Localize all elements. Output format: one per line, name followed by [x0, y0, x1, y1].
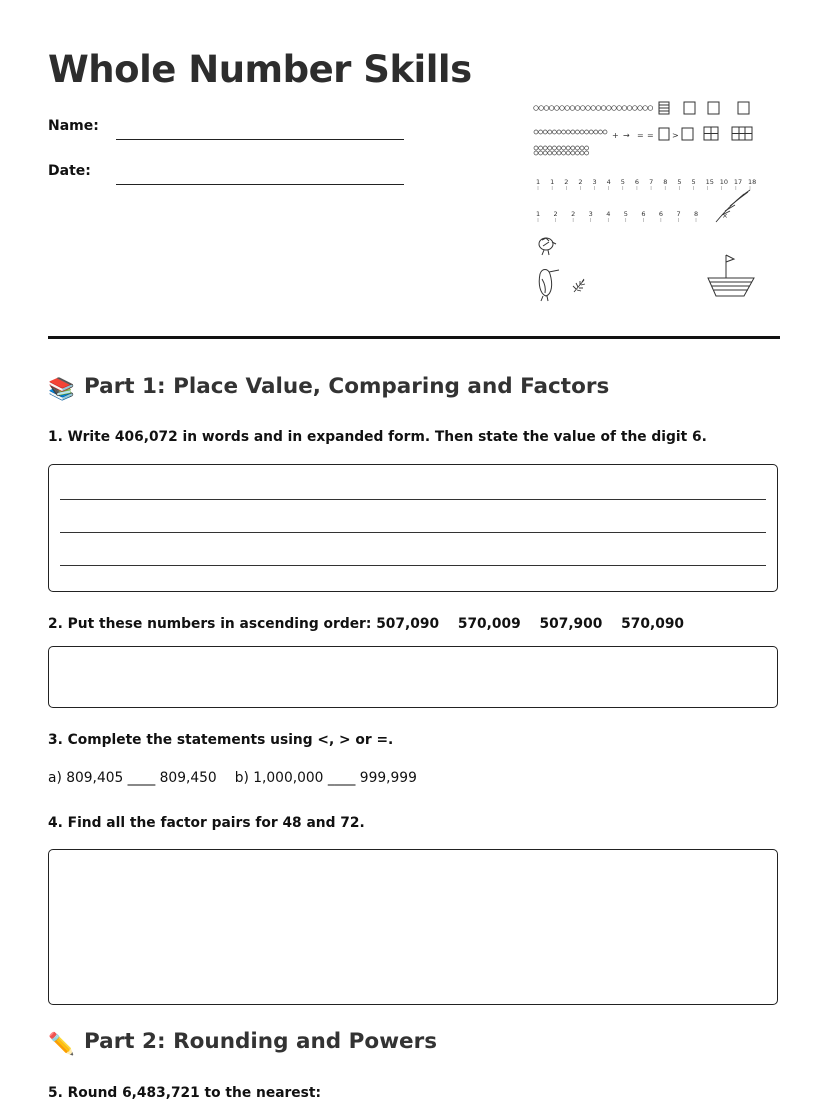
- number-line-label: 2: [553, 210, 558, 218]
- counter-bead: [565, 106, 570, 111]
- counter-bead: [548, 130, 552, 134]
- answer-box-q4[interactable]: [48, 849, 778, 1005]
- writing-line: [60, 499, 766, 500]
- header-divider: [48, 336, 780, 339]
- number-line-label: 18: [748, 178, 757, 186]
- q2-number: 570,009: [457, 616, 521, 632]
- boat-icon: [708, 255, 754, 296]
- counter-bead: [543, 146, 547, 150]
- counter-bead: [552, 146, 556, 150]
- greater-symbol: >: [672, 131, 679, 140]
- counter-bead: [539, 146, 543, 150]
- svg-text:×: ×: [722, 212, 728, 220]
- feather-icon: [716, 190, 750, 222]
- equals-symbol: =: [637, 131, 644, 140]
- number-line-label: 3: [588, 210, 593, 218]
- number-line-label: 5: [623, 210, 628, 218]
- counter-bead: [575, 106, 580, 111]
- name-label: Name:: [48, 118, 99, 134]
- number-line-label: 7: [649, 178, 654, 186]
- date-line[interactable]: [116, 184, 404, 185]
- number-line-label: 10: [719, 178, 729, 186]
- counter-bead: [617, 106, 622, 111]
- number-line-label: 1: [536, 178, 541, 186]
- bird-icon: [539, 270, 559, 302]
- name-line[interactable]: [116, 139, 404, 140]
- number-line-label: 6: [634, 178, 640, 186]
- number-line-label: 3: [592, 178, 597, 186]
- number-line-label: 8: [663, 178, 668, 186]
- counter-bead: [580, 151, 584, 155]
- counter-bead: [589, 130, 593, 134]
- counter-bead: [544, 106, 549, 111]
- counter-bead: [566, 130, 570, 134]
- number-line-label: 2: [571, 210, 576, 218]
- pencil-icon: ✏️: [48, 1032, 75, 1057]
- number-line-label: 4: [606, 210, 611, 218]
- counter-bead: [534, 151, 538, 155]
- counter-bead: [552, 151, 556, 155]
- counter-bead: [539, 106, 544, 111]
- counter-bead: [543, 151, 547, 155]
- counter-bead: [548, 146, 552, 150]
- fern-icon: [573, 279, 585, 292]
- counter-bead: [557, 146, 561, 150]
- number-line-label: 2: [564, 178, 569, 186]
- counter-bead: [585, 146, 589, 150]
- counter-bead: [539, 151, 543, 155]
- counter-bead: [566, 151, 570, 155]
- question-5: 5. Round 6,483,721 to the nearest:: [48, 1085, 321, 1101]
- number-line-label: 15: [705, 178, 714, 186]
- counter-bead: [596, 106, 601, 111]
- counter-bead: [534, 106, 539, 111]
- counter-bead: [581, 106, 586, 111]
- question-3: 3. Complete the statements using <, > or =.: [48, 732, 394, 748]
- q2-number: 507,900: [539, 616, 603, 632]
- counter-bead: [633, 106, 638, 111]
- q3-statement-b: b) 1,000,000 ____ 999,999: [234, 770, 417, 786]
- arrow-symbol: →: [623, 131, 630, 140]
- question-4: 4. Find all the factor pairs for 48 and 72.: [48, 815, 365, 831]
- writing-line: [60, 532, 766, 533]
- q2-number: 570,090: [621, 616, 685, 632]
- writing-line: [60, 565, 766, 566]
- counter-bead: [594, 130, 598, 134]
- counter-bead: [557, 151, 561, 155]
- books-icon: 📚: [48, 377, 75, 402]
- counter-bead: [562, 146, 566, 150]
- number-line-label: 6: [658, 210, 664, 218]
- kiwi-bird-icon: [539, 238, 556, 255]
- counter-bead: [612, 106, 617, 111]
- counter-bead: [555, 106, 560, 111]
- counter-bead: [570, 106, 575, 111]
- question-1: 1. Write 406,072 in words and in expanded form. Then state the value of the digit 6.: [48, 429, 707, 445]
- counter-bead: [627, 106, 632, 111]
- counter-bead: [575, 151, 579, 155]
- part2-heading-text: Part 2: Rounding and Powers: [84, 1029, 438, 1054]
- counter-bead: [548, 151, 552, 155]
- number-line-label: 6: [641, 210, 646, 218]
- counter-bead: [603, 130, 607, 134]
- counter-bead: [560, 106, 565, 111]
- counter-bead: [585, 151, 589, 155]
- number-line-label: 2: [578, 178, 583, 186]
- number-line-label: 5: [677, 178, 682, 186]
- counter-bead: [571, 151, 575, 155]
- counter-bead: [557, 130, 561, 134]
- number-line-label: 1: [536, 210, 541, 218]
- question-2: [48, 616, 684, 632]
- counter-bead: [562, 130, 566, 134]
- number-manipulatives-illustration: [530, 98, 762, 304]
- counter-bead: [543, 130, 547, 134]
- counter-bead: [591, 106, 596, 111]
- number-line-label: 5: [620, 178, 625, 186]
- counter-rows: [534, 106, 653, 155]
- answer-box-q1[interactable]: [48, 464, 778, 592]
- number-line-label: 1: [550, 178, 555, 186]
- number-line-label: 7: [676, 210, 681, 218]
- counter-bead: [601, 106, 606, 111]
- worksheet-title: Whole Number Skills: [48, 48, 472, 91]
- counter-bead: [598, 130, 602, 134]
- number-line-label: 8: [694, 210, 699, 218]
- counter-bead: [580, 146, 584, 150]
- part2-heading: [48, 1029, 437, 1057]
- counter-bead: [534, 130, 538, 134]
- counter-bead: [638, 106, 643, 111]
- counter-bead: [571, 146, 575, 150]
- number-line-label: 5: [691, 178, 696, 186]
- part1-heading: [48, 374, 609, 402]
- answer-box-q2[interactable]: [48, 646, 778, 708]
- counter-bead: [575, 130, 579, 134]
- counter-bead: [643, 106, 648, 111]
- number-line-bottom: [536, 210, 698, 222]
- date-label: Date:: [48, 163, 91, 179]
- counter-bead: [586, 106, 591, 111]
- counter-bead: [580, 130, 584, 134]
- counter-bead: [622, 106, 627, 111]
- counter-bead: [648, 106, 653, 111]
- part1-heading-text: Part 1: Place Value, Comparing and Factors: [84, 374, 610, 399]
- counter-bead: [539, 130, 543, 134]
- counter-bead: [585, 130, 589, 134]
- question-2-text: 2. Put these numbers in ascending order:: [48, 616, 372, 632]
- q2-number: 507,090: [376, 616, 440, 632]
- counter-bead: [562, 151, 566, 155]
- counter-bead: [566, 146, 570, 150]
- counter-bead: [552, 130, 556, 134]
- number-line-top: [536, 178, 756, 190]
- counter-bead: [571, 130, 575, 134]
- counter-bead: [575, 146, 579, 150]
- counter-bead: [534, 146, 538, 150]
- q3-statement-a: a) 809,405 ____ 809,450: [48, 770, 217, 786]
- counter-bead: [549, 106, 554, 111]
- q3-statements: [48, 770, 417, 786]
- equals-symbol-2: =: [647, 131, 654, 140]
- counter-bead: [607, 106, 612, 111]
- plus-symbol: +: [612, 131, 619, 140]
- number-line-label: 17: [733, 178, 743, 186]
- number-line-label: 4: [606, 178, 611, 186]
